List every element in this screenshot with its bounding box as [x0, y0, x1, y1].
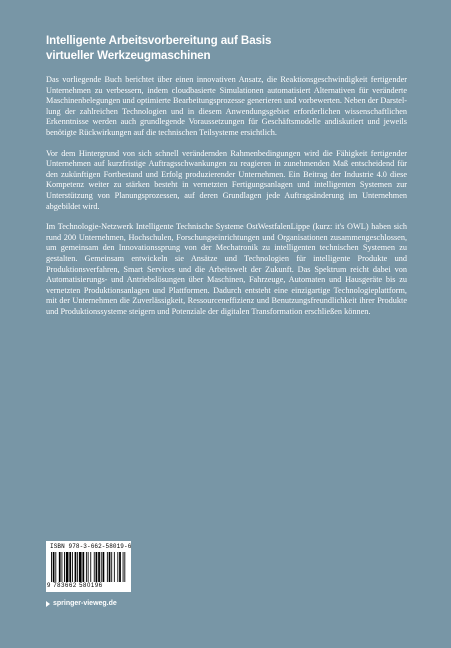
paragraph-1: Das vorliegende Buch berichtet über einen innovativen Ansatz, die Reaktionsgeschwindigkeit fertigender Unternehmen zu verbessern, indem cloudbasierte Simulationen automatisiert Alternativen für veränderte Maschinenbelegungen und optimierte Bearbeitungsprozesse generieren und vorbewerten. Neben der Darstellung der zahlreichen Technologien und in diesem Anwendungsgebiet erforderlichen wissenschaftlichen Erkenntnisse werden auch grundlegende Voraussetzungen für Geschäftsmodelle andiskutiert und jeweils benötigte Rückwirkungen auf die technischen Teilsysteme ersichtlich. [46, 75, 407, 137]
barcode-bars [51, 552, 127, 582]
heading-line-1: Intelligente Arbeitsvorbereitung auf Basis [46, 34, 272, 47]
barcode-box [46, 541, 131, 592]
arrow-right-icon [46, 601, 50, 607]
publisher-url-text: springer-vieweg.de [53, 600, 117, 607]
heading-line-2: virtueller Werkzeugmaschinen [46, 49, 211, 62]
paragraph-2: Vor dem Hintergrund von sich schnell verändernden Rahmenbedingungen wird die Fähigkeit fertigender Unternehmen auf kurzfristige Auftragsschwankungen zu reagieren in zunehmenden Maß entscheidend für den zukünftigen Fortbestand und Erfolg produzierender Unternehmen. Ein Beitrag der Industrie 4.0 diese Kompetenz weiter zu stärken besteht in vernetzten Fertigungsanlagen und intelligenten Systemen zur Unterstützung von Planungsprozessen, auf deren Grundlagen jede Auftragsänderung im Unternehmen abgebildet wird. [46, 148, 407, 211]
barcode-number: 9 783662 580196 [47, 583, 103, 589]
paragraph-3: Im Technologie-Netzwerk Intelligente Technische Systeme OstWestfalenLippe (kurz: it's OWL) haben sich rund 200 Unternehmen, Hochschulen, Forschungseinrichtungen und Organisationen zusammengeschlossen, um gemeinsam den Innovationssprung von der Mechatronik zu intelligenten technischen Systemen zu gestalten. Gemeinsam entwickeln sie Ansätze und Technologien für intelligente Produkte und Produktionsverfahren, Smart Services und die Arbeitswelt der Zukunft. Das Spektrum reicht dabei von Automatisierungs- und Antriebslösungen über Maschinen, Fahrzeuge, Automaten und Hausgeräte bis zu vernetzten Produktionsanlagen und Plattformen. Dadurch entsteht eine einzigartige Technologieplattform, mit der Unternehmen die Zuverlässigkeit, Ressourceneffizienz und Benutzungsfreundlichkeit ihrer Produkte und Produktionssysteme steigern und Potenziale der digitalen Transformation erschließen können. [46, 222, 407, 316]
isbn-label: ISBN 978-3-662-58019-6 [50, 543, 132, 550]
publisher-url[interactable] [46, 599, 117, 608]
cover-heading [46, 33, 406, 63]
blurb-text [46, 75, 407, 327]
